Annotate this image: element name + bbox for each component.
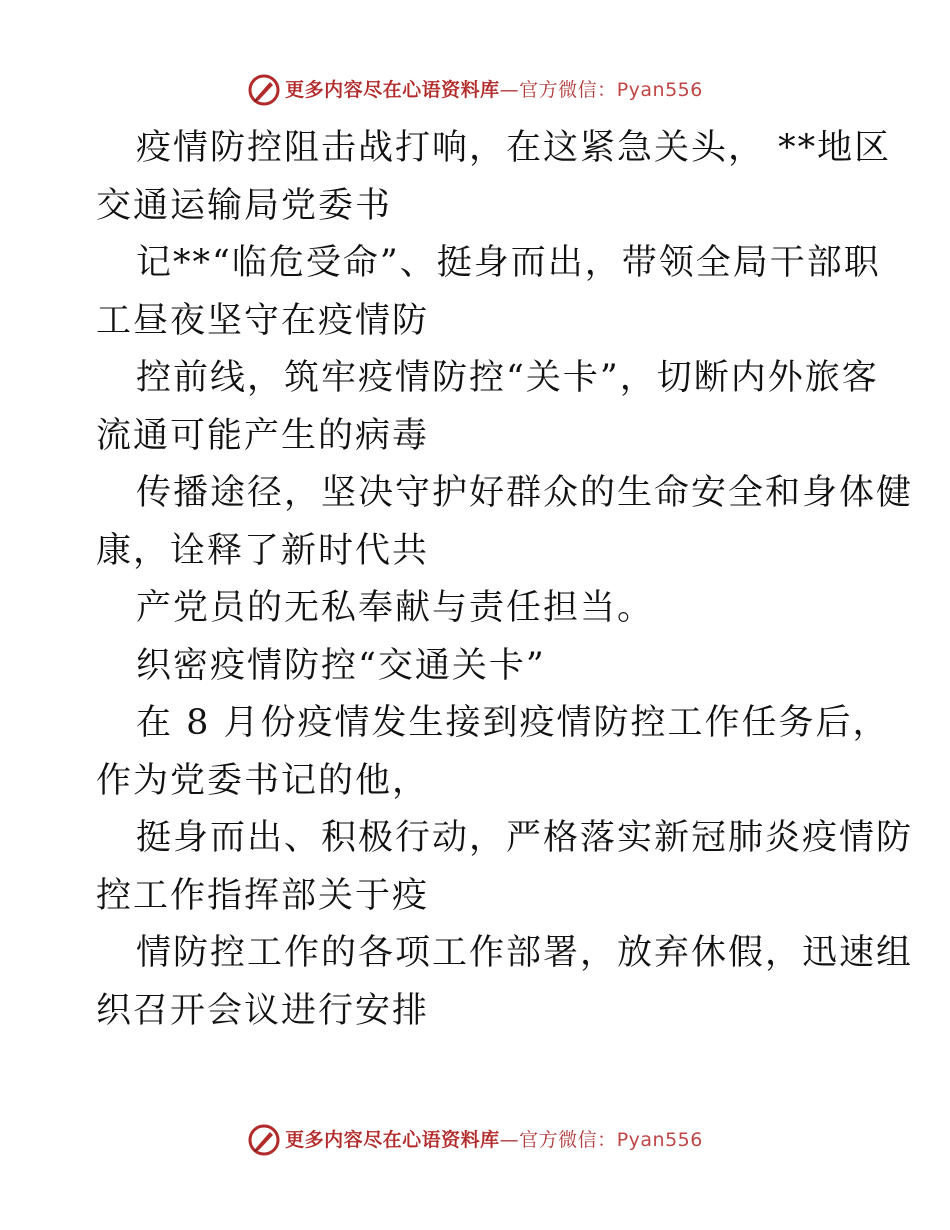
watermark-official-label: 官方微信： <box>519 79 617 101</box>
text-line: 织召开会议进行安排 <box>96 990 430 1031</box>
pen-circle-logo-icon <box>247 1123 281 1157</box>
text-line: 交通运输局党委书 <box>96 185 393 226</box>
watermark-official-label: 官方微信： <box>519 1129 617 1151</box>
watermark-separator: — <box>499 79 520 101</box>
text-line: 作为党委书记的他， <box>96 760 430 801</box>
text-line: 情防控工作的各项工作部署，放弃休假，迅速组 <box>136 933 914 973</box>
text-line: 在 8 月份疫情发生接到疫情防控工作任务后， <box>136 703 890 743</box>
text-line: 记**“临危受命”、挺身而出，带领全局干部职 <box>136 243 881 283</box>
watermark-brand: 更多内容尽在心语资料库 <box>285 1129 500 1151</box>
watermark-separator: — <box>499 1129 520 1151</box>
text-line: 流通可能产生的病毒 <box>96 415 430 456</box>
text-line: 疫情防控阻击战打响，在这紧急关头， **地区 <box>136 128 892 168</box>
text-line: 工昼夜坚守在疫情防 <box>96 300 430 341</box>
watermark-handle: Pyan556 <box>616 1129 703 1151</box>
text-line: 传播途径，坚决守护好群众的生命安全和身体健 <box>136 473 914 513</box>
text-line: 控工作指挥部关于疫 <box>96 875 430 916</box>
footer-watermark <box>0 1122 950 1158</box>
watermark-text <box>285 1122 703 1158</box>
watermark-handle: Pyan556 <box>616 79 703 101</box>
document-body <box>96 120 914 1040</box>
text-line: 挺身而出、积极行动，严格落实新冠肺炎疫情防 <box>136 818 914 858</box>
header-watermark <box>0 72 950 108</box>
text-line: 康，诠释了新时代共 <box>96 530 430 571</box>
section-heading: 织密疫情防控“交通关卡” <box>136 645 546 686</box>
pen-circle-logo-icon <box>247 73 281 107</box>
text-line: 控前线，筑牢疫情防控“关卡”，切断内外旅客 <box>136 358 879 398</box>
text-line: 产党员的无私奉献与责任担当。 <box>136 588 655 628</box>
watermark-text <box>285 72 703 108</box>
watermark-brand: 更多内容尽在心语资料库 <box>285 79 500 101</box>
